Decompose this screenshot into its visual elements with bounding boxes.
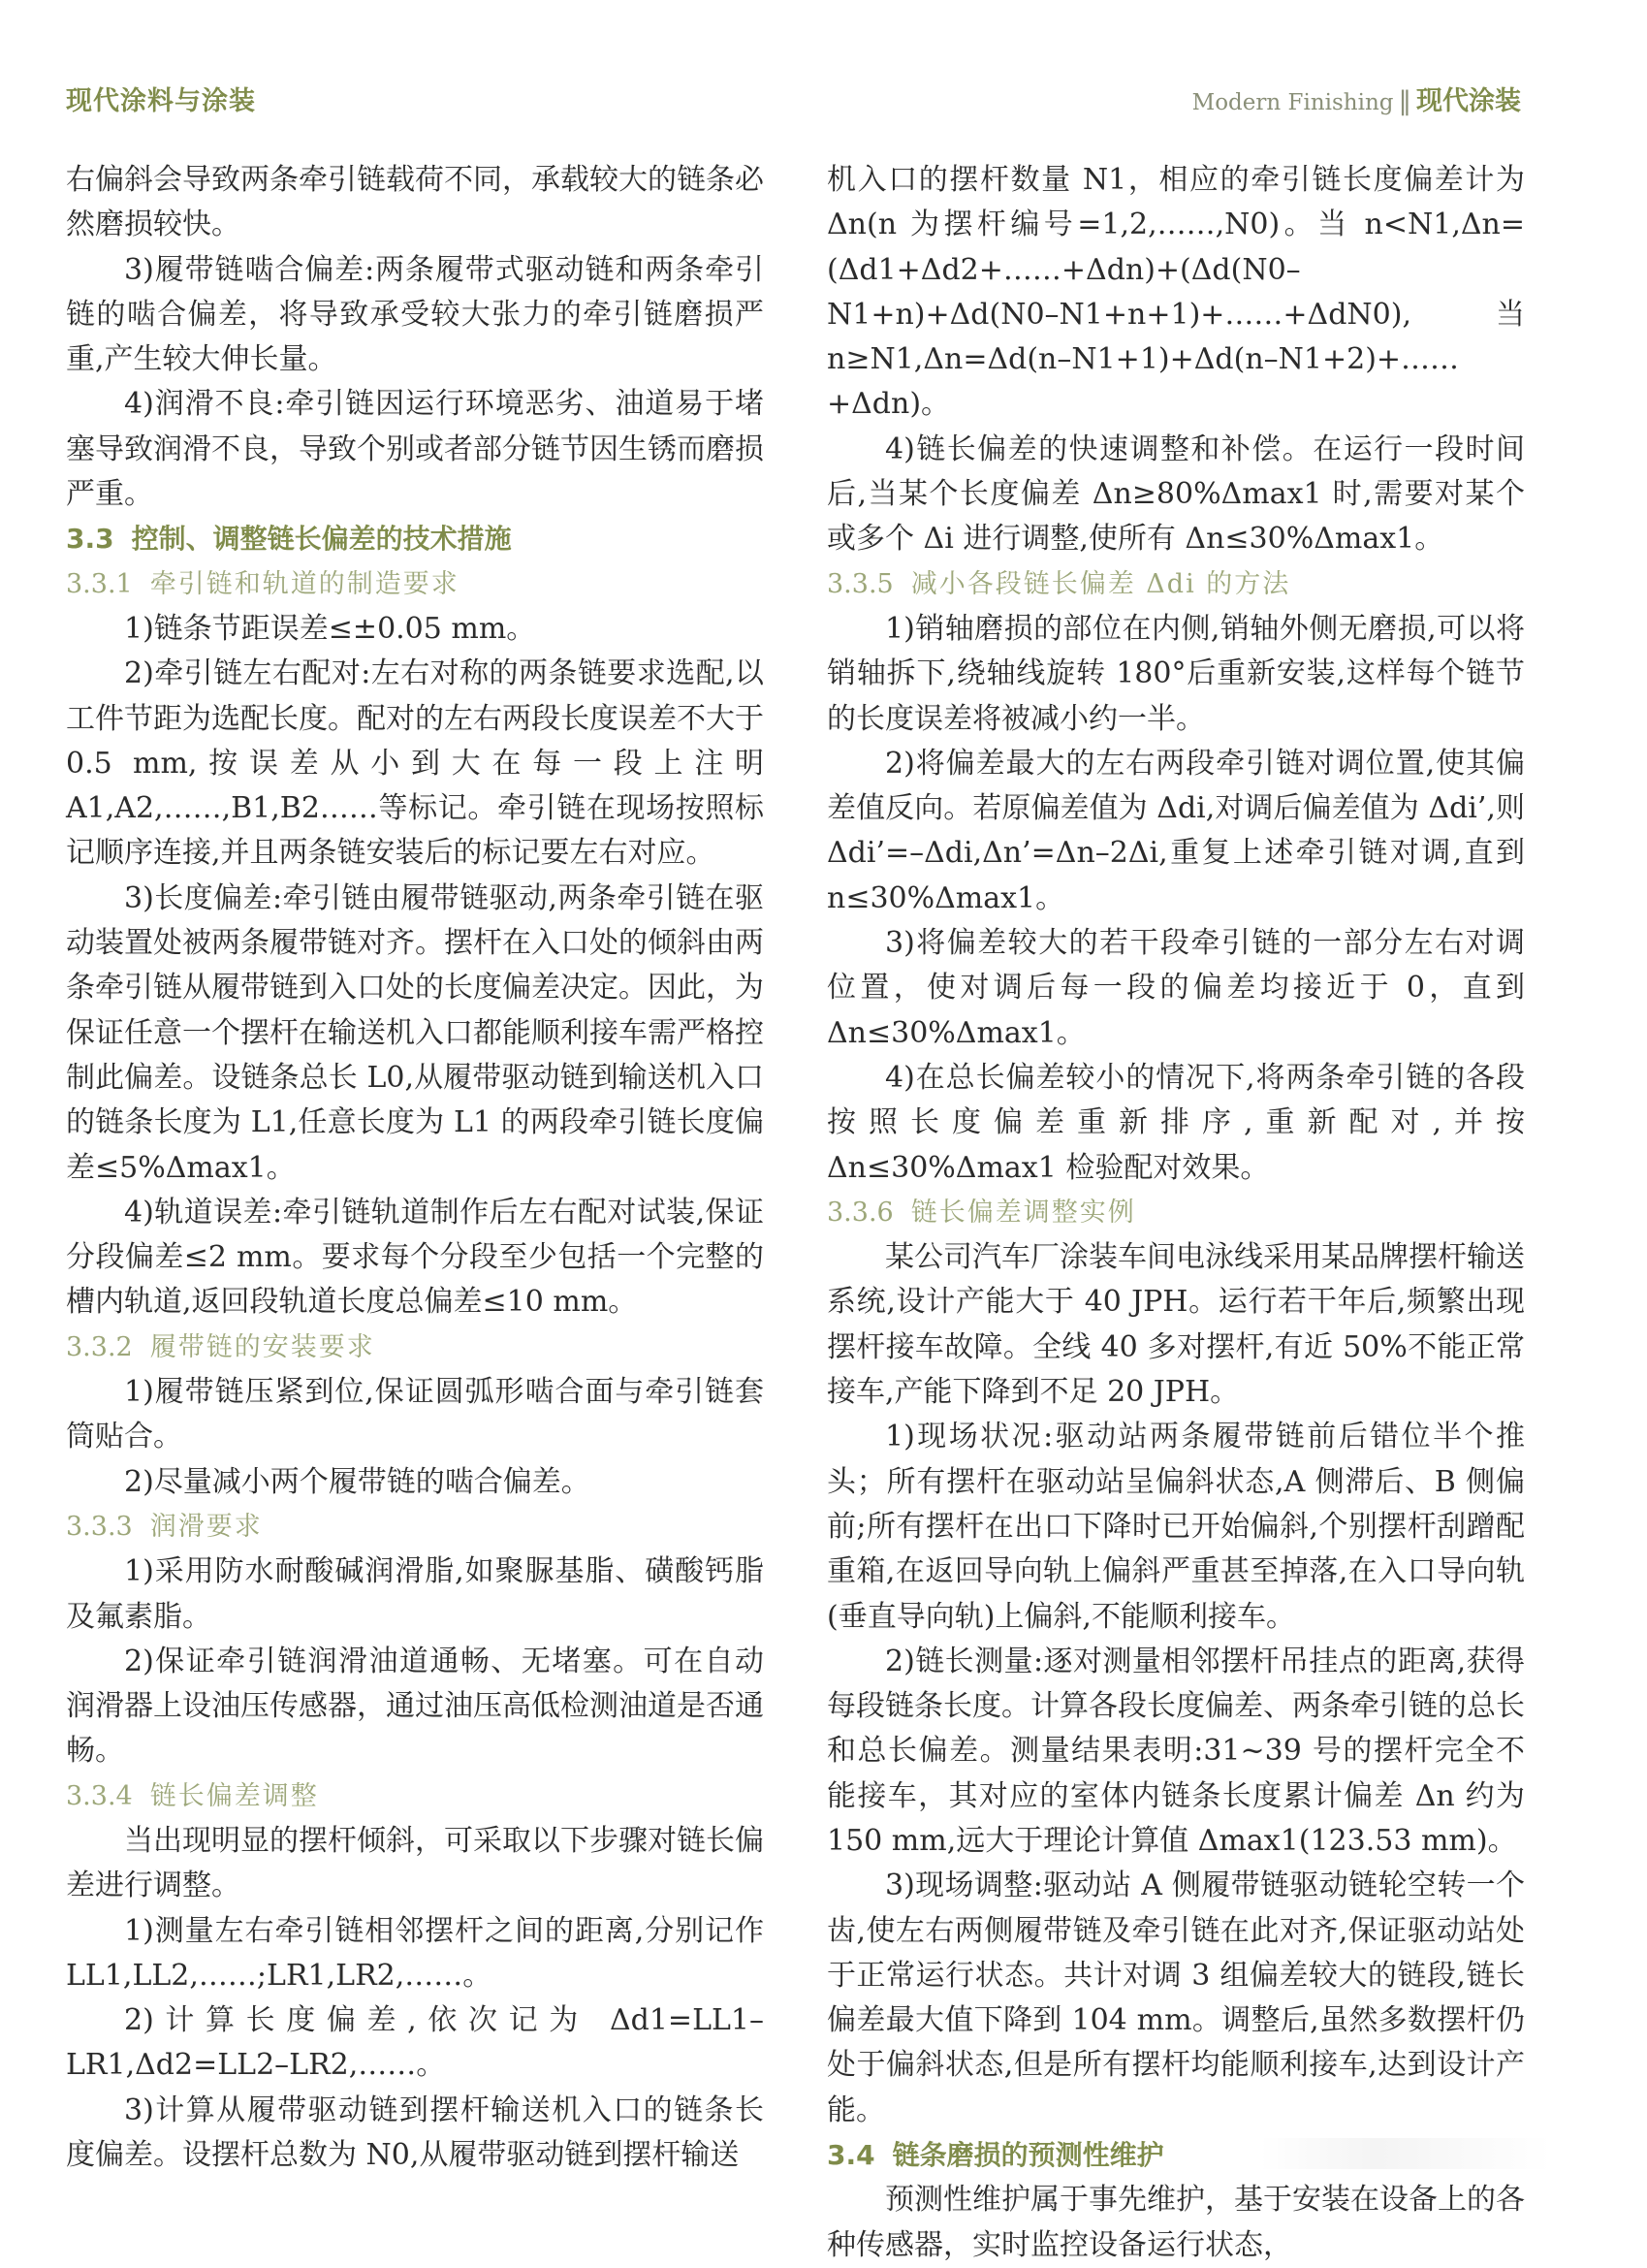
section-number: 3.3.1 <box>66 568 133 599</box>
section-heading <box>66 517 764 561</box>
paragraph: 4)链长偏差的快速调整和补偿。在运行一段时间后,当某个长度偏差 Δn≥80%Δmax1 时,需要对某个或多个 Δi 进行调整,使所有 Δn≤30%Δmax1。 <box>827 431 1525 557</box>
subsection-heading <box>827 562 1525 607</box>
subsection-heading <box>66 1774 764 1819</box>
watermark-fade <box>1260 2138 1551 2169</box>
paragraph: 4)润滑不良:牵引链因运行环境恶劣、油道易于堵塞导致润滑不良，导致个别或者部分链节因生锈而磨损严重。 <box>66 387 764 512</box>
section-number: 3.3.3 <box>66 1511 133 1542</box>
paragraph: 3)将偏差较大的若干段牵引链的一部分左右对调位置，使对调后每一段的偏差均接近于 0，直到 Δn≤30%Δmax1。 <box>827 926 1525 1050</box>
paragraph: 4)在总长偏差较小的情况下,将两条牵引链的各段按照长度偏差重新排序,重新配对,并按 Δn≤30%Δmax1 检验配对效果。 <box>827 1060 1525 1185</box>
paragraph: 3)现场调整:驱动站 A 侧履带链驱动链轮空转一个齿,使左右两侧履带链及牵引链在此对齐,保证驱动站处于正常运行状态。共计对调 3 组偏差较大的链段,链长偏差最大值下降到 104 mm。调整后,虽然多数摆杆仍处于偏斜状态,但是所有摆杆均能顺利接车,达到设计产能。 <box>827 1869 1525 2127</box>
paragraph: 3)计算从履带驱动链到摆杆输送机入口的链条长度偏差。设摆杆总数为 N0,从履带驱动链到摆杆输送 <box>66 2092 764 2173</box>
subsection-heading <box>66 1326 764 1370</box>
section-title: 链长偏差调整 <box>149 1780 319 1811</box>
section-number: 3.3.2 <box>66 1331 133 1362</box>
section-title: 牵引链和轨道的制造要求 <box>149 568 459 599</box>
right-column <box>827 158 1525 2268</box>
paragraph: 1)采用防水耐酸碱润滑脂,如聚脲基脂、磺酸钙脂及氟素脂。 <box>66 1554 764 1634</box>
paragraph: 2)计算长度偏差,依次记为 Δd1=LL1–LR1,Δd2=LL2–LR2,……。 <box>66 2003 764 2083</box>
section-number: 3.3 <box>66 523 114 556</box>
paragraph: 2)尽量减小两个履带链的啮合偏差。 <box>124 1464 590 1499</box>
paragraph: 4)轨道误差:牵引链轨道制作后左右配对试装,保证分段偏差≤2 mm。要求每个分段至少包括一个完整的槽内轨道,返回段轨道长度总偏差≤10 mm。 <box>66 1195 764 1320</box>
journal-english-name: Modern Finishing <box>1191 90 1394 115</box>
paragraph: 预测性维护属于事先维护，基于安装在设备上的各种传感器，实时监控设备运行状态， <box>827 2183 1525 2262</box>
paragraph: 1)销轴磨损的部位在内侧,销轴外侧无磨损,可以将销轴拆下,绕轴线旋转 180°后重新安装,这样每个链节的长度误差将被减小约一半。 <box>827 611 1525 736</box>
journal-short-name: 现代涂装 <box>1416 86 1521 116</box>
section-number: 3.3.4 <box>66 1780 133 1811</box>
paragraph: 1)履带链压紧到位,保证圆弧形啮合面与牵引链套筒贴合。 <box>66 1375 764 1454</box>
paragraph: 右偏斜会导致两条牵引链载荷不同，承载较大的链条必然磨损较快。 <box>66 163 764 242</box>
section-title: 链长偏差调整实例 <box>910 1197 1136 1228</box>
section-title: 履带链的安装要求 <box>149 1331 375 1362</box>
paragraph: 3)履带链啮合偏差:两条履带式驱动链和两条牵引链的啮合偏差，将导致承受较大张力的牵引链磨损严重,产生较大伸长量。 <box>66 252 764 377</box>
section-number: 3.3.5 <box>827 568 894 599</box>
paragraph: 2)将偏差最大的左右两段牵引链对调位置,使其偏差值反向。若原偏差值为 Δdi,对调后偏差值为 Δdi’,则 Δdi’=–Δdi,Δn’=Δn–2Δi,重复上述牵引链对调,直到 n≤30%Δmax1。 <box>827 746 1525 915</box>
section-title: 控制、调整链长偏差的技术措施 <box>131 523 512 556</box>
section-number: 3.4 <box>827 2139 875 2172</box>
left-column <box>66 158 764 2178</box>
paragraph: 2)牵引链左右配对:左右对称的两条链要求选配,以工件节距为选配长度。配对的左右两段长度误差不大于 0.5 mm,按误差从小到大在每一段上注明 A1,A2,……,B1,B2……等标记。牵引链在现场按照标记顺序连接,并且两条链安装后的标记要左右对应。 <box>66 656 764 871</box>
paragraph: 1)测量左右牵引链相邻摆杆之间的距离,分别记作 LL1,LL2,……;LR1,LR2,……。 <box>66 1913 764 1993</box>
section-number: 3.3.6 <box>827 1197 894 1228</box>
paragraph: 3)长度偏差:牵引链由履带链驱动,两条牵引链在驱动装置处被两条履带链对齐。摆杆在入口处的倾斜由两条牵引链从履带链到入口处的长度偏差决定。因此，为保证任意一个摆杆在输送机入口都能顺利接车需严格控制此偏差。设链条总长 L0,从履带驱动链到输送机入口的链条长度为 L1,任意长度为 L1 的两段牵引链长度偏差≤5%Δmax1。 <box>66 880 764 1185</box>
paragraph: 1)链条节距误差≤±0.05 mm。 <box>124 611 536 646</box>
subsection-heading <box>827 1191 1525 1235</box>
paragraph: 机入口的摆杆数量 N1，相应的牵引链长度偏差计为 Δn(n 为摆杆编号=1,2,……,N0)。当 n<N1,Δn=(Δd1+Δd2+……+Δdn)+(Δd(N0–N1+n)+Δd(N0–N1+n+1)+……+ΔdN0),当 n≥N1,Δn=Δd(n–N1+1)+Δd(n–N1+2)+……+Δdn)。 <box>827 163 1525 422</box>
section-title: 润滑要求 <box>149 1511 263 1542</box>
subsection-heading <box>66 562 764 607</box>
journal-header-right <box>1192 80 1521 117</box>
paragraph: 1)现场状况:驱动站两条履带链前后错位半个推头；所有摆杆在驱动站呈偏斜状态,A 侧滞后、B 侧偏前;所有摆杆在出口下降时已开始偏斜,个别摆杆刮蹭配重箱,在返回导向轨上偏斜严重甚至掉落,在入口导向轨(垂直导向轨)上偏斜,不能顺利接车。 <box>827 1420 1525 1634</box>
journal-title: 现代涂料与涂装 <box>66 86 256 116</box>
paragraph: 2)保证牵引链润滑油道通畅、无堵塞。可在自动润滑器上设油压传感器，通过油压高低检测油道是否通畅。 <box>66 1644 764 1769</box>
subsection-heading <box>66 1505 764 1549</box>
paragraph: 某公司汽车厂涂装车间电泳线采用某品牌摆杆输送系统,设计产能大于 40 JPH。运行若干年后,频繁出现摆杆接车故障。全线 40 多对摆杆,有近 50%不能正常接车,产能下降到不足 20 JPH。 <box>827 1240 1525 1410</box>
section-title: 链条磨损的预测性维护 <box>892 2139 1164 2172</box>
paragraph: 当出现明显的摆杆倾斜，可采取以下步骤对链长偏差进行调整。 <box>66 1823 764 1903</box>
paragraph: 2)链长测量:逐对测量相邻摆杆吊挂点的距离,获得每段链条长度。计算各段长度偏差、两条牵引链的总长和总长偏差。测量结果表明:31~39 号的摆杆完全不能接车，其对应的室体内链条长度累计偏差 Δn 约为 150 mm,远大于理论计算值 Δmax1(123.53 mm)。 <box>827 1644 1525 1858</box>
section-title: 减小各段链长偏差 Δdi 的方法 <box>910 568 1291 599</box>
header-separator: ‖ <box>1398 86 1411 116</box>
